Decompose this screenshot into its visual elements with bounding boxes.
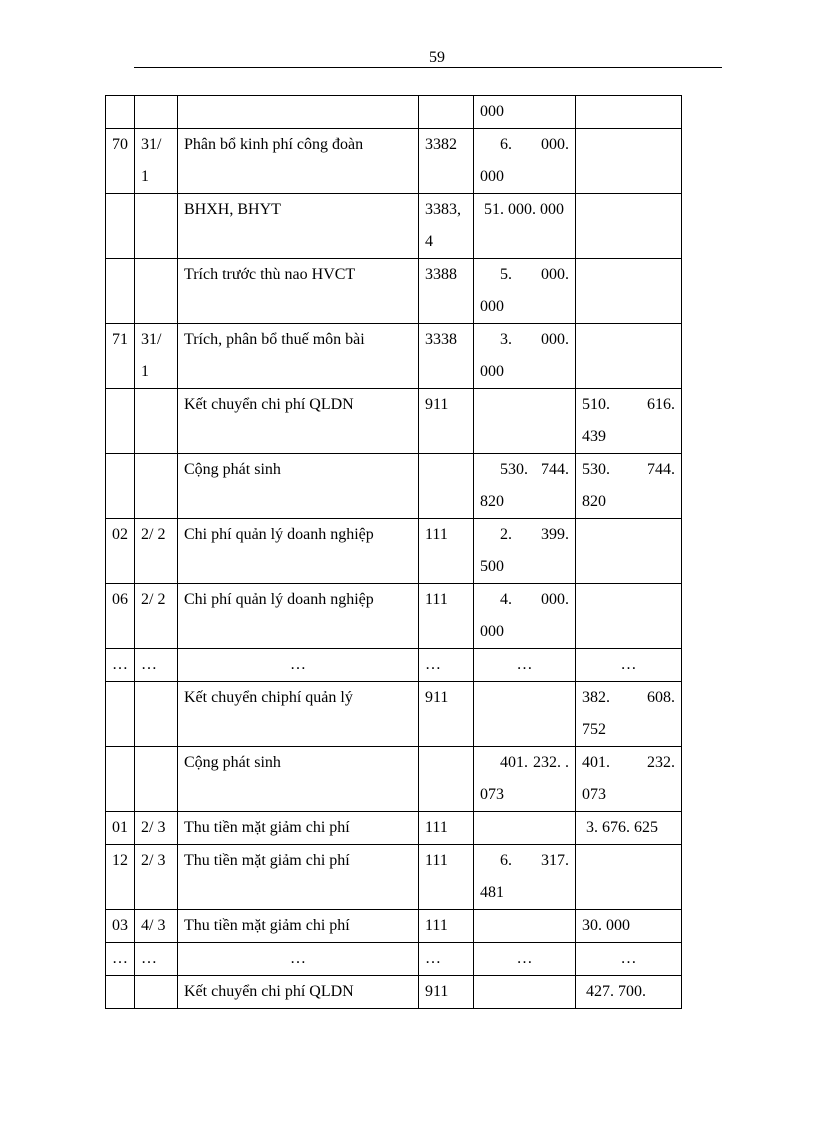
entry-account xyxy=(419,584,474,649)
ledger-table xyxy=(105,95,682,1009)
debit-amount xyxy=(474,519,576,584)
credit-amount-part1: 401. xyxy=(582,754,610,771)
debit-amount-part1: 5. xyxy=(500,266,512,283)
debit-amount-value: 000 xyxy=(480,103,504,120)
credit-amount xyxy=(576,976,682,1009)
entry-description-text: Cộng phát sinh xyxy=(184,754,281,771)
ledger-body xyxy=(106,96,682,1009)
entry-description-text: Kết chuyển chi phí QLDN xyxy=(184,983,354,1000)
entry-account xyxy=(419,519,474,584)
entry-description xyxy=(178,976,419,1009)
entry-account-text: … xyxy=(425,950,441,967)
debit-amount-part2: 232. . xyxy=(533,754,569,771)
entry-number xyxy=(106,845,135,910)
entry-description-text: Chi phí quản lý doanh nghiệp xyxy=(184,591,374,608)
debit-amount-line2 xyxy=(480,161,569,193)
debit-amount-part3: 000 xyxy=(480,623,504,640)
entry-description xyxy=(178,324,419,389)
entry-account xyxy=(419,910,474,943)
entry-description xyxy=(178,812,419,845)
entry-account xyxy=(419,649,474,682)
credit-amount-value: 427. 700. xyxy=(586,983,646,1000)
entry-account-text: 3382 xyxy=(425,136,457,153)
table-row xyxy=(106,812,682,845)
entry-account xyxy=(419,943,474,976)
debit-amount-line1 xyxy=(480,845,569,877)
debit-amount-line2 xyxy=(480,356,569,388)
entry-number xyxy=(106,584,135,649)
table-row xyxy=(106,649,682,682)
debit-amount-line1 xyxy=(480,519,569,551)
table-row xyxy=(106,976,682,1009)
entry-description-text: Trích trước thù nao HVCT xyxy=(184,266,356,283)
debit-amount-part3: 073 xyxy=(480,786,504,803)
debit-amount xyxy=(474,812,576,845)
debit-amount xyxy=(474,454,576,519)
entry-account xyxy=(419,682,474,747)
entry-description xyxy=(178,96,419,129)
debit-amount-line2 xyxy=(480,291,569,323)
entry-number xyxy=(106,519,135,584)
credit-amount-value: … xyxy=(620,950,637,967)
entry-number xyxy=(106,649,135,682)
entry-number-text: … xyxy=(112,656,128,673)
entry-account-line1: 3383, xyxy=(425,201,461,218)
debit-amount-line2 xyxy=(480,616,569,648)
credit-amount-line1 xyxy=(582,747,675,779)
entry-date-text: 31/ 1 xyxy=(141,331,162,380)
entry-account-text: 3338 xyxy=(425,331,457,348)
entry-number xyxy=(106,324,135,389)
entry-date xyxy=(135,682,178,747)
entry-number xyxy=(106,389,135,454)
entry-description-text: … xyxy=(290,950,306,967)
page-number: 59 xyxy=(429,49,445,66)
credit-amount-value: 3. 676. 625 xyxy=(586,819,658,836)
debit-amount xyxy=(474,682,576,747)
credit-amount-line2 xyxy=(582,714,675,746)
table-row xyxy=(106,747,682,812)
entry-account xyxy=(419,129,474,194)
debit-amount-line1 xyxy=(480,324,569,356)
credit-amount-line1 xyxy=(582,682,675,714)
credit-amount xyxy=(576,519,682,584)
debit-amount xyxy=(474,943,576,976)
entry-number xyxy=(106,976,135,1009)
credit-amount xyxy=(576,96,682,129)
entry-date xyxy=(135,389,178,454)
debit-amount-part1: 6. xyxy=(500,852,512,869)
debit-amount xyxy=(474,324,576,389)
debit-amount-line1 xyxy=(480,747,569,779)
credit-amount xyxy=(576,649,682,682)
table-row xyxy=(106,584,682,649)
credit-amount-part3: 073 xyxy=(582,786,606,803)
debit-amount-part1: 6. xyxy=(500,136,512,153)
entry-account-text: 111 xyxy=(425,591,448,608)
debit-amount-part2: 000. xyxy=(541,266,569,283)
debit-amount xyxy=(474,96,576,129)
entry-date-text: 2/ 3 xyxy=(141,852,166,869)
credit-amount xyxy=(576,454,682,519)
entry-date xyxy=(135,845,178,910)
credit-amount xyxy=(576,584,682,649)
entry-date-text: … xyxy=(141,950,157,967)
credit-amount-line1 xyxy=(582,454,675,486)
entry-description-text: Thu tiền mặt giảm chi phí xyxy=(184,819,350,836)
debit-amount xyxy=(474,389,576,454)
entry-account-line2: 4 xyxy=(425,233,433,250)
table-row xyxy=(106,194,682,259)
table-row xyxy=(106,910,682,943)
debit-amount-value: … xyxy=(516,656,533,673)
debit-amount-part3: 481 xyxy=(480,884,504,901)
credit-amount xyxy=(576,324,682,389)
entry-date xyxy=(135,812,178,845)
debit-amount-part2: 744. xyxy=(541,461,569,478)
debit-amount-part2: 399. xyxy=(541,526,569,543)
entry-account xyxy=(419,845,474,910)
debit-amount-part2: 000. xyxy=(541,136,569,153)
entry-account-text: 111 xyxy=(425,917,448,934)
credit-amount xyxy=(576,943,682,976)
entry-description xyxy=(178,519,419,584)
debit-amount xyxy=(474,747,576,812)
credit-amount-part3: 752 xyxy=(582,721,606,738)
table-row xyxy=(106,454,682,519)
table-row xyxy=(106,96,682,129)
debit-amount-line2 xyxy=(480,551,569,583)
debit-amount-part1: 401. xyxy=(500,754,528,771)
entry-description-text: … xyxy=(290,656,306,673)
debit-amount xyxy=(474,845,576,910)
entry-account-text: … xyxy=(425,656,441,673)
debit-amount xyxy=(474,259,576,324)
entry-number-text: 01 xyxy=(112,819,128,836)
entry-account xyxy=(419,389,474,454)
credit-amount xyxy=(576,812,682,845)
credit-amount-part3: 820 xyxy=(582,493,606,510)
entry-description xyxy=(178,649,419,682)
entry-date xyxy=(135,519,178,584)
entry-account-text: 111 xyxy=(425,526,448,543)
entry-account-text: 911 xyxy=(425,689,449,706)
entry-date-text: 2/ 3 xyxy=(141,819,166,836)
entry-number xyxy=(106,812,135,845)
entry-date xyxy=(135,96,178,129)
debit-amount-line1 xyxy=(480,454,569,486)
entry-number xyxy=(106,194,135,259)
entry-account-text: 111 xyxy=(425,852,448,869)
debit-amount-line2 xyxy=(480,877,569,909)
debit-amount xyxy=(474,584,576,649)
debit-amount xyxy=(474,194,576,259)
debit-amount-part1: 530. xyxy=(500,461,528,478)
entry-number xyxy=(106,454,135,519)
entry-description-text: Thu tiền mặt giảm chi phí xyxy=(184,917,350,934)
credit-amount xyxy=(576,194,682,259)
credit-amount xyxy=(576,129,682,194)
entry-date-text: 2/ 2 xyxy=(141,591,166,608)
entry-description xyxy=(178,454,419,519)
table-row xyxy=(106,519,682,584)
header-rule xyxy=(134,67,722,68)
entry-description-text: BHXH, BHYT xyxy=(184,201,281,218)
entry-date xyxy=(135,129,178,194)
entry-description xyxy=(178,194,419,259)
debit-amount-line2 xyxy=(480,486,569,518)
debit-amount-part3: 820 xyxy=(480,493,504,510)
entry-number xyxy=(106,129,135,194)
table-row xyxy=(106,389,682,454)
entry-account-text: 911 xyxy=(425,983,449,1000)
entry-number xyxy=(106,747,135,812)
entry-account xyxy=(419,454,474,519)
entry-description xyxy=(178,845,419,910)
credit-amount-part2: 744. xyxy=(647,461,675,478)
entry-date xyxy=(135,584,178,649)
entry-description-text: Chi phí quản lý doanh nghiệp xyxy=(184,526,374,543)
debit-amount-line2 xyxy=(480,779,569,811)
table-row xyxy=(106,324,682,389)
entry-date-text: 4/ 3 xyxy=(141,917,166,934)
entry-description-text: Thu tiền mặt giảm chi phí xyxy=(184,852,350,869)
entry-description xyxy=(178,910,419,943)
entry-date xyxy=(135,976,178,1009)
entry-date xyxy=(135,259,178,324)
debit-amount xyxy=(474,976,576,1009)
credit-amount-value: 30. 000 xyxy=(582,917,630,934)
debit-amount-line1 xyxy=(480,259,569,291)
credit-amount xyxy=(576,747,682,812)
entry-number-text: 12 xyxy=(112,852,128,869)
credit-amount-line2 xyxy=(582,486,675,518)
entry-date xyxy=(135,454,178,519)
entry-date xyxy=(135,910,178,943)
entry-number xyxy=(106,943,135,976)
entry-description xyxy=(178,389,419,454)
entry-description-text: Phân bổ kinh phí công đoàn xyxy=(184,136,364,153)
debit-amount xyxy=(474,649,576,682)
entry-description-text: Cộng phát sinh xyxy=(184,461,281,478)
credit-amount-line2 xyxy=(582,779,675,811)
credit-amount xyxy=(576,910,682,943)
entry-account-text: 111 xyxy=(425,819,448,836)
table-row xyxy=(106,129,682,194)
entry-number-text: 06 xyxy=(112,591,128,608)
credit-amount-part2: 608. xyxy=(647,689,675,706)
entry-account-text: 3388 xyxy=(425,266,457,283)
entry-number xyxy=(106,910,135,943)
entry-account xyxy=(419,324,474,389)
entry-number-text: 71 xyxy=(112,331,128,348)
entry-date-text: 31/ 1 xyxy=(141,136,162,185)
table-row xyxy=(106,845,682,910)
entry-description xyxy=(178,943,419,976)
entry-number xyxy=(106,682,135,747)
entry-account xyxy=(419,976,474,1009)
credit-amount-part3: 439 xyxy=(582,428,606,445)
debit-amount xyxy=(474,129,576,194)
entry-description xyxy=(178,584,419,649)
credit-amount xyxy=(576,682,682,747)
entry-description xyxy=(178,259,419,324)
table-row xyxy=(106,682,682,747)
entry-account xyxy=(419,747,474,812)
debit-amount xyxy=(474,910,576,943)
debit-amount-part3: 000 xyxy=(480,363,504,380)
credit-amount-part1: 530. xyxy=(582,461,610,478)
credit-amount-part1: 382. xyxy=(582,689,610,706)
credit-amount-part2: 232. xyxy=(647,754,675,771)
entry-description xyxy=(178,747,419,812)
debit-amount-value: … xyxy=(516,950,533,967)
credit-amount xyxy=(576,389,682,454)
entry-description-text: Kết chuyển chiphí quản lý xyxy=(184,689,353,706)
debit-amount-part1: 2. xyxy=(500,526,512,543)
debit-amount-part3: 000 xyxy=(480,298,504,315)
entry-date xyxy=(135,943,178,976)
entry-account xyxy=(419,259,474,324)
entry-description xyxy=(178,682,419,747)
credit-amount-part1: 510. xyxy=(582,396,610,413)
entry-date xyxy=(135,194,178,259)
debit-amount-line1 xyxy=(480,584,569,616)
credit-amount-value: … xyxy=(620,656,637,673)
entry-description xyxy=(178,129,419,194)
entry-date xyxy=(135,649,178,682)
credit-amount-line1 xyxy=(582,389,675,421)
entry-account xyxy=(419,96,474,129)
entry-number-text: 03 xyxy=(112,917,128,934)
debit-amount-part2: 317. xyxy=(541,852,569,869)
credit-amount xyxy=(576,259,682,324)
entry-number-text: 02 xyxy=(112,526,128,543)
entry-date xyxy=(135,324,178,389)
table-row xyxy=(106,259,682,324)
entry-description-text: Kết chuyển chi phí QLDN xyxy=(184,396,354,413)
debit-amount-part3: 000 xyxy=(480,168,504,185)
entry-date-text: … xyxy=(141,656,157,673)
entry-number xyxy=(106,96,135,129)
entry-date-text: 2/ 2 xyxy=(141,526,166,543)
debit-amount-part2: 000. xyxy=(541,331,569,348)
entry-number xyxy=(106,259,135,324)
credit-amount-part2: 616. xyxy=(647,396,675,413)
entry-number-text: 70 xyxy=(112,136,128,153)
entry-account-text: 911 xyxy=(425,396,449,413)
entry-account xyxy=(419,194,474,259)
debit-amount-value: 51. 000. 000 xyxy=(484,201,564,218)
entry-number-text: … xyxy=(112,950,128,967)
debit-amount-part1: 4. xyxy=(500,591,512,608)
debit-amount-line1 xyxy=(480,129,569,161)
debit-amount-part3: 500 xyxy=(480,558,504,575)
credit-amount-line2 xyxy=(582,421,675,453)
table-row xyxy=(106,943,682,976)
debit-amount-part2: 000. xyxy=(541,591,569,608)
entry-description-text: Trích, phân bổ thuế môn bài xyxy=(184,331,365,348)
credit-amount xyxy=(576,845,682,910)
entry-date xyxy=(135,747,178,812)
entry-account xyxy=(419,812,474,845)
debit-amount-part1: 3. xyxy=(500,331,512,348)
